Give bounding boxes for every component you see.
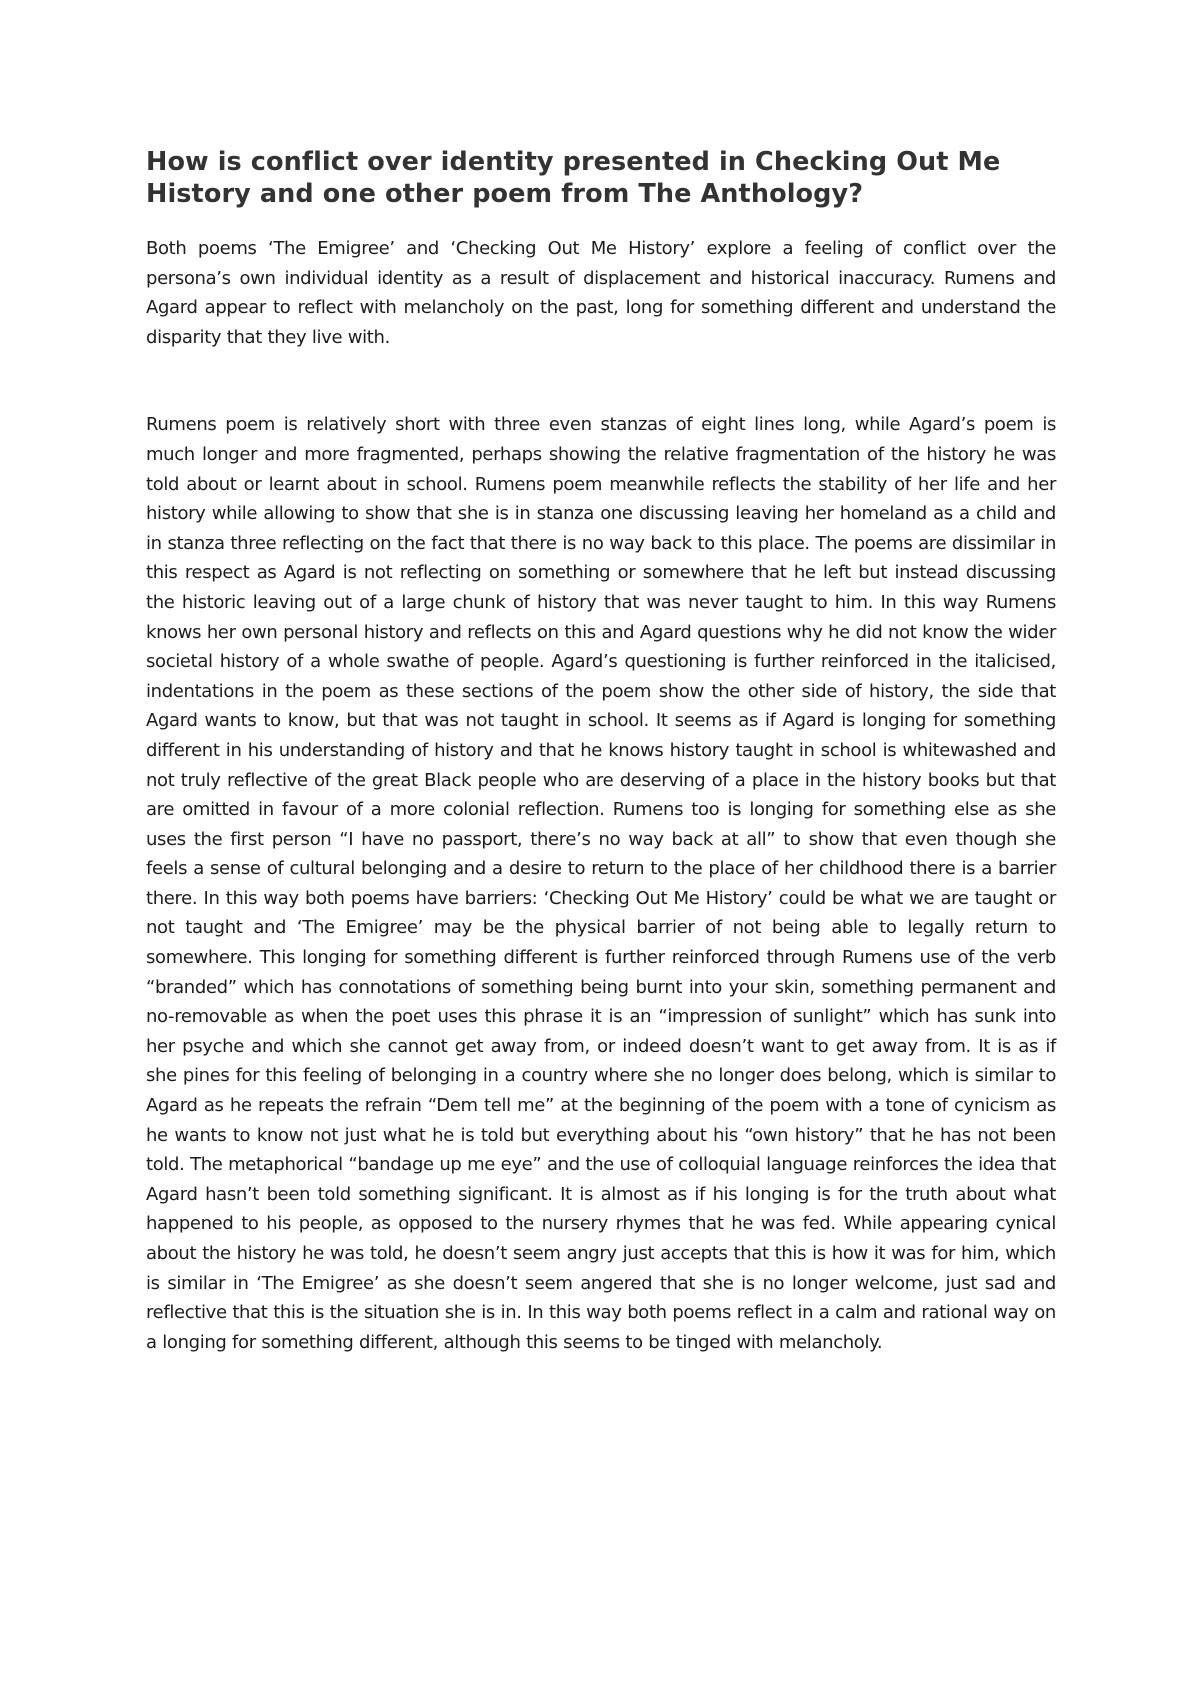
body-paragraph: Rumens poem is relatively short with three even stanzas of eight lines long, while Agard’s poem is much longer and more fragmented, perhaps showing the relative fragmentation of the history he was told about or learnt about in school. Rumens poem meanwhile reflects the stability of her life and her history while allowing to show that she is in stanza one discussing leaving her homeland as a child and in stanza three reflecting on the fact that there is no way back to this place. The poems are dissimilar in this respect as Agard is not reflecting on something or somewhere that he left but instead discussing the historic leaving out of a large chunk of history that was never taught to him. In this way Rumens knows her own personal history and reflects on this and Agard questions why he did not know the wider societal history of a whole swathe of people. Agard’s questioning is further reinforced in the italicised, indentations in the poem as these sections of the poem show the other side of history, the side that Agard wants to know, but that was not taught in school. It seems as if Agard is longing for something different in his understanding of history and that he knows history taught in school is whitewashed and not truly reflective of the great Black people who are deserving of a place in the history books but that are omitted in favour of a more colonial reflection. Rumens too is longing for something else as she uses the first person “I have no passport, there’s no way back at all” to show that even though she feels a sense of cultural belonging and a desire to return to the place of her childhood there is a barrier there. In this way both poems have barriers: ‘Checking Out Me History’ could be what we are taught or not taught and ‘The Emigree’ may be the physical barrier of not being able to legally return to somewhere. This longing for something different is further reinforced through Rumens use of the verb “branded” which has connotations of something being burnt into your skin, something permanent and no-removable as when the poet uses this phrase it is an “impression of sunlight” which has sunk into her psyche and which she cannot get away from, or indeed doesn’t want to get away from. It is as if she pines for this feeling of belonging in a country where she no longer does belong, which is similar to Agard as he repeats the refrain “Dem tell me” at the beginning of the poem with a tone of cynicism as he wants to know not just what he is told but everything about his “own history” that he has not been told. The metaphorical “bandage up me eye” and the use of colloquial language reinforces the idea that Agard hasn’t been told something significant. It is almost as if his longing is for the truth about what happened to his people, as opposed to the nursery rhymes that he was fed. While appearing cynical about the history he was told, he doesn’t seem angry just accepts that this is how it was for him, which is similar in ‘The Emigree’ as she doesn’t seem angered that she is no longer welcome, just sad and reflective that this is the situation she is in. In this way both poems reflect in a calm and rational way on a longing for something different, although this seems to be tinged with melancholy.	[146, 414, 1056, 1353]
intro-paragraph: Both poems ‘The Emigree’ and ‘Checking Out Me History’ explore a feeling of conflict over the persona’s own individual identity as a result of displacement and historical inaccuracy. Rumens and Agard appear to reflect with melancholy on the past, long for something different and understand the disparity that they live with.	[146, 238, 1056, 348]
document-body	[146, 146, 1056, 1357]
essay-title: How is conflict over identity presented in Checking Out Me History and one other poem from The Anthology?	[146, 147, 1001, 209]
